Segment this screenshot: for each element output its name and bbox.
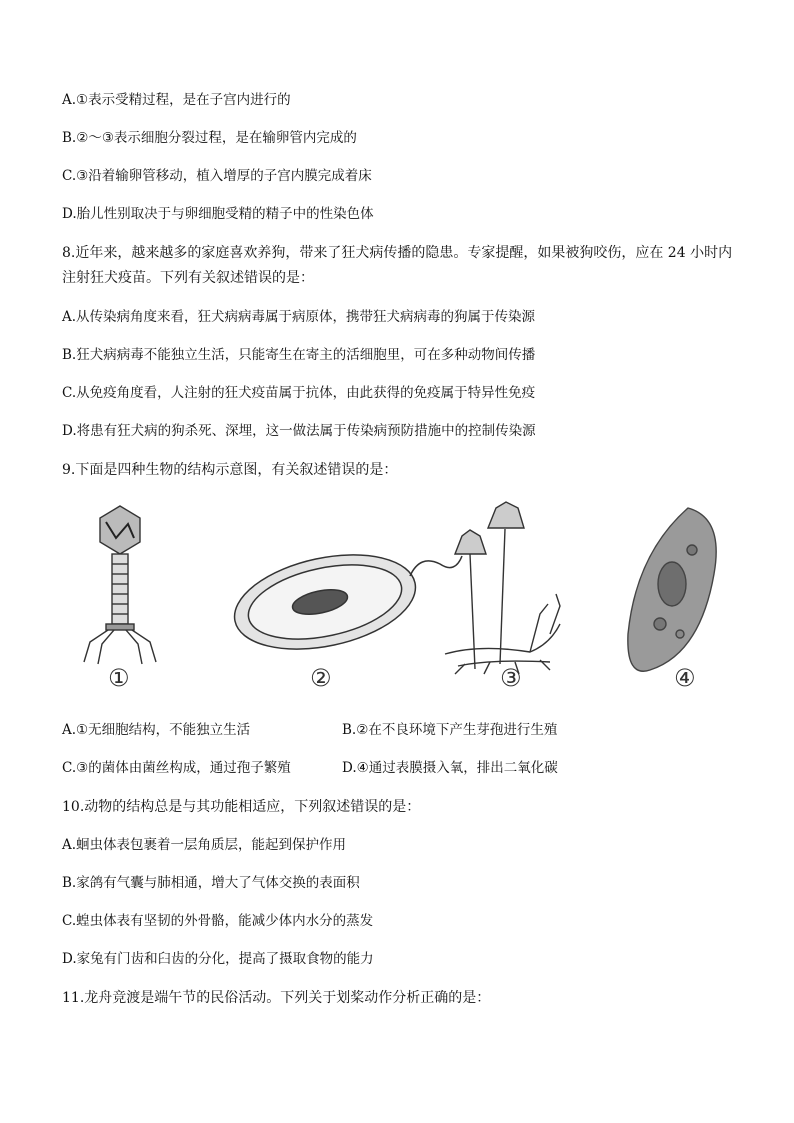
q8-option-b: B.狂犬病病毒不能独立生活，只能寄生在寄主的活细胞里，可在多种动物间传播 — [62, 347, 536, 363]
paramecium-illustration — [628, 508, 716, 671]
organism-figure — [60, 494, 732, 698]
figure-label-3: ③ — [500, 664, 522, 692]
q9-option-a: A.①无细胞结构，不能独立生活 — [62, 722, 251, 738]
q10-option-d: D.家兔有门齿和臼齿的分化，提高了摄取食物的能力 — [62, 951, 374, 967]
q9-stem: 9.下面是四种生物的结构示意图，有关叙述错误的是： — [62, 462, 398, 478]
organism-illustrations — [60, 494, 732, 698]
q7-option-b: B.②～③表示细胞分裂过程，是在输卵管内完成的 — [62, 130, 357, 146]
q8-stem-line2: 注射狂犬疫苗。下列有关叙述错误的是： — [62, 270, 314, 286]
q11-stem: 11.龙舟竞渡是端午节的民俗活动。下列关于划桨动作分析正确的是： — [62, 990, 491, 1006]
q9-option-d: D.④通过表膜摄入氧，排出二氧化碳 — [342, 760, 558, 776]
q10-stem: 10.动物的结构总是与其功能相适应，下列叙述错误的是： — [62, 799, 421, 815]
q8-option-d: D.将患有狂犬病的狗杀死、深埋，这一做法属于传染病预防措施中的控制传染源 — [62, 423, 536, 439]
q9-option-b: B.②在不良环境下产生芽孢进行生殖 — [342, 722, 558, 738]
q10-option-a: A.蛔虫体表包裹着一层角质层，能起到保护作用 — [62, 837, 347, 853]
figure-label-4: ④ — [674, 664, 696, 692]
figure-label-1: ① — [108, 664, 130, 692]
bacterium-illustration — [226, 540, 462, 664]
q8-option-c: C.从免疫角度看，人注射的狂犬疫苗属于抗体，由此获得的免疫属于特异性免疫 — [62, 385, 536, 401]
q10-option-b: B.家鸽有气囊与肺相通，增大了气体交换的表面积 — [62, 875, 360, 891]
q10-option-c: C.蝗虫体表有坚韧的外骨骼，能减少体内水分的蒸发 — [62, 913, 374, 929]
mold-illustration — [445, 502, 560, 674]
q8-option-a: A.从传染病角度来看，狂犬病病毒属于病原体，携带狂犬病病毒的狗属于传染源 — [62, 309, 536, 325]
q7-option-c: C.③沿着输卵管移动，植入增厚的子宫内膜完成着床 — [62, 168, 372, 184]
figure-label-2: ② — [310, 664, 332, 692]
q7-option-d: D.胎儿性别取决于与卵细胞受精的精子中的性染色体 — [62, 206, 374, 222]
q8-stem-line1: 8.近年来，越来越多的家庭喜欢养狗，带来了狂犬病传播的隐患。专家提醒，如果被狗咬伤，应在 24 小时内 — [62, 245, 733, 261]
q7-option-a: A.①表示受精过程，是在子宫内进行的 — [62, 92, 291, 108]
q9-option-c: C.③的菌体由菌丝构成，通过孢子繁殖 — [62, 760, 291, 776]
bacteriophage-illustration — [84, 506, 156, 664]
